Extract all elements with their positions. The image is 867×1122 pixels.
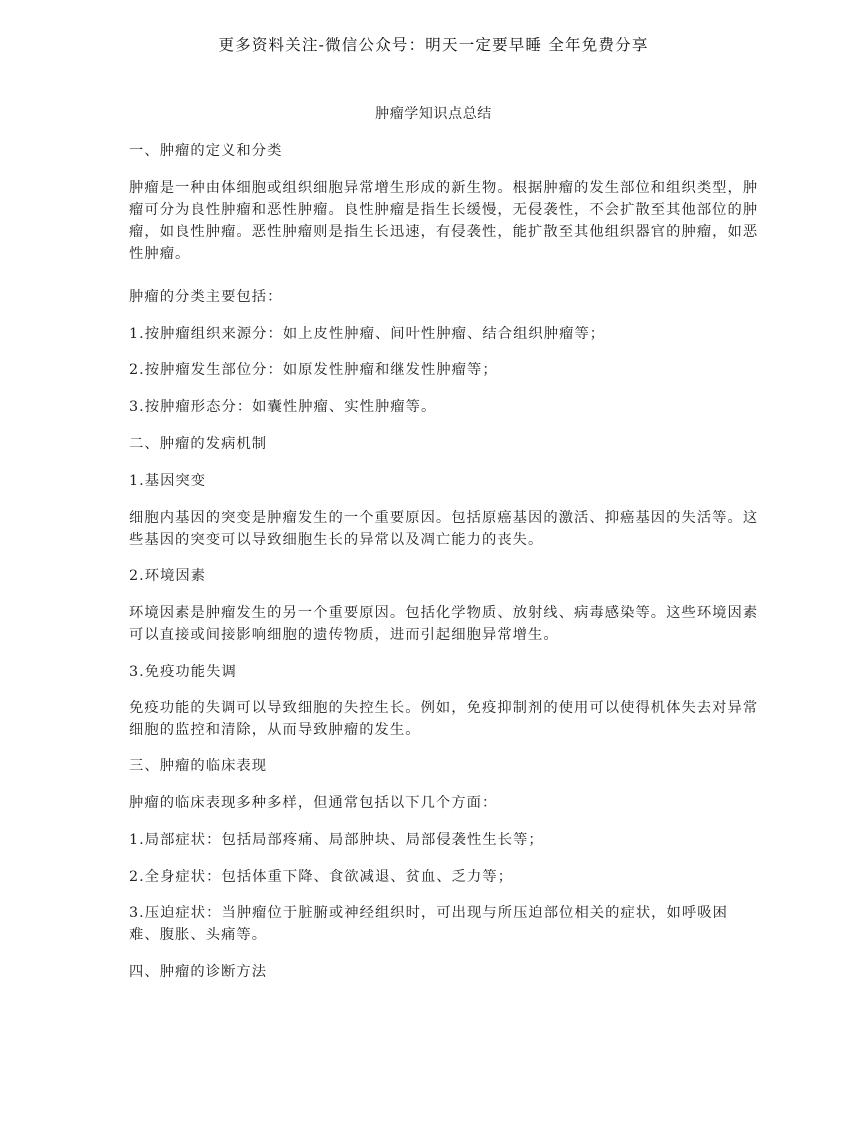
section-heading-4: 四、肿瘤的诊断方法 — [129, 964, 268, 980]
list-item-clinical-1: 1.局部症状：包括局部疼痛、局部肿块、局部侵袭性生长等； — [129, 832, 544, 848]
section-heading-3: 三、肿瘤的临床表现 — [129, 758, 268, 774]
paragraph-environment: 环境因素是肿瘤发生的另一个重要原因。包括化学物质、放射线、病毒感染等。这些环境因素可以直接或间接影响细胞的遗传物质，进而引起细胞异常增生。 — [129, 605, 759, 643]
paragraph-classification-intro: 肿瘤的分类主要包括： — [129, 289, 283, 305]
header-note: 更多资料关注-微信公众号：明天一定要早睡 全年免费分享 — [218, 36, 649, 54]
subheading-environment: 2.环境因素 — [129, 568, 207, 584]
section-heading-2: 二、肿瘤的发病机制 — [129, 436, 268, 452]
document-title: 肿瘤学知识点总结 — [375, 106, 492, 122]
list-item-clinical-2: 2.全身症状：包括体重下降、食欲减退、贫血、乏力等； — [129, 869, 514, 885]
section-heading-1: 一、肿瘤的定义和分类 — [129, 143, 283, 159]
paragraph-definition: 肿瘤是一种由体细胞或组织细胞异常增生形成的新生物。根据肿瘤的发生部位和组织类型，肿瘤可分为良性肿瘤和恶性肿瘤。良性肿瘤是指生长缓慢，无侵袭性，不会扩散至其他部位的肿瘤，如良性肿瘤。恶性肿瘤则是指生长迅速，有侵袭性，能扩散至其他组织器官的肿瘤，如恶性肿瘤。 — [129, 180, 759, 262]
paragraph-clinical-intro: 肿瘤的临床表现多种多样，但通常包括以下几个方面： — [129, 795, 498, 811]
subheading-immune: 3.免疫功能失调 — [129, 664, 237, 680]
subheading-gene-mutation: 1.基因突变 — [129, 473, 207, 489]
list-item-classification-2: 2.按肿瘤发生部位分：如原发性肿瘤和继发性肿瘤等； — [129, 362, 498, 378]
paragraph-immune: 免疫功能的失调可以导致细胞的失控生长。例如，免疫抑制剂的使用可以使得机体失去对异常细胞的监控和清除，从而导致肿瘤的发生。 — [129, 700, 759, 738]
list-item-clinical-3: 3.压迫症状：当肿瘤位于脏腑或神经组织时，可出现与所压迫部位相关的症状，如呼吸困难、腹胀、头痛等。 — [129, 905, 728, 943]
list-item-classification-1: 1.按肿瘤组织来源分：如上皮性肿瘤、间叶性肿瘤、结合组织肿瘤等； — [129, 326, 606, 342]
paragraph-gene-mutation: 细胞内基因的突变是肿瘤发生的一个重要原因。包括原癌基因的激活、抑癌基因的失活等。这些基因的突变可以导致细胞生长的异常以及凋亡能力的丧失。 — [129, 510, 759, 548]
list-item-classification-3: 3.按肿瘤形态分：如囊性肿瘤、实性肿瘤等。 — [129, 399, 437, 415]
